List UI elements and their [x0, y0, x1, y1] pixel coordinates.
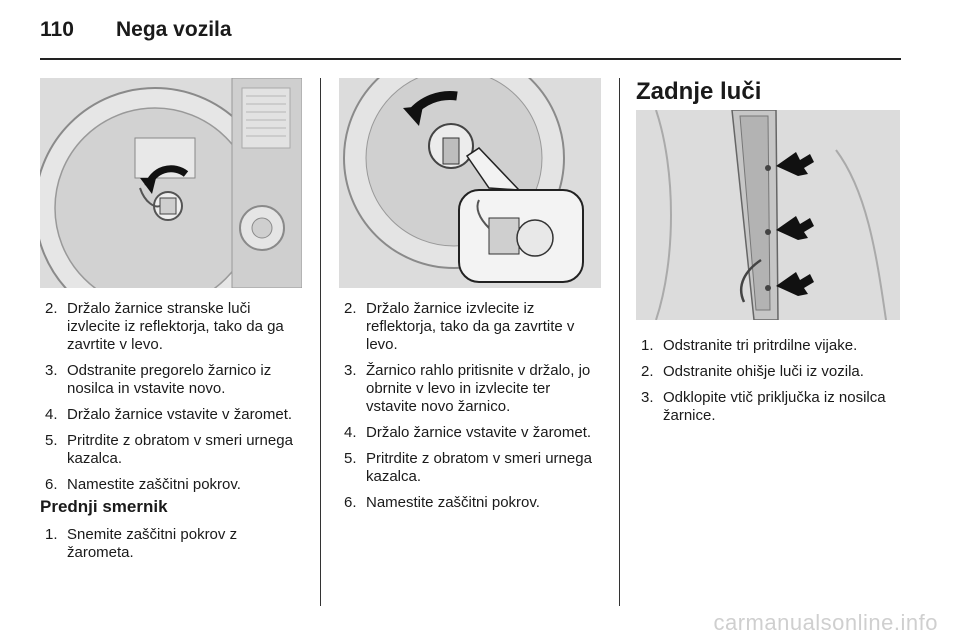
header-rule — [40, 58, 901, 60]
list-item: 2. Držalo žarnice izvlecite iz reflektorja, tako da ga zavrtite v levo. — [344, 300, 575, 353]
rear-light-illustration — [636, 110, 900, 320]
list-item: 6. Namestite zaščitni pokrov. — [344, 494, 540, 511]
list-item: 2. Držalo žarnice stranske luči izvlecite iz reflektorja, tako da ga zavrtite v levo. — [45, 300, 284, 353]
column-divider-2 — [619, 78, 620, 606]
list-item: 6. Namestite zaščitni pokrov. — [45, 476, 241, 493]
page-number: 110 — [40, 18, 74, 41]
list-item: 1. Odstranite tri pritrdilne vijake. — [641, 337, 858, 354]
column1-sub-steps — [40, 526, 250, 570]
list-item: 1. Snemite zaščitni pokrov z žarometa. — [45, 526, 238, 561]
list-item: 4. Držalo žarnice vstavite v žaromet. — [45, 406, 293, 423]
subheading-front-indicator: Prednji smernik — [40, 497, 168, 516]
watermark: carmanualsonline.info — [713, 610, 938, 635]
figure-side-light-bulb — [40, 78, 302, 288]
bulb-holder-illustration — [339, 78, 601, 288]
list-item: 4. Držalo žarnice vstavite v žaromet. — [344, 424, 592, 441]
column2-steps — [339, 300, 604, 520]
column-divider-1 — [320, 78, 321, 606]
column1-steps — [40, 300, 305, 502]
column3-steps — [636, 337, 904, 433]
page-header — [40, 18, 232, 42]
figure-bulb-holder — [339, 78, 601, 288]
page-title: Nega vozila — [116, 18, 232, 41]
list-item: 2. Odstranite ohišje luči iz vozila. — [641, 363, 864, 380]
list-item: 5. Pritrdite z obratom v smeri urnega kazalca. — [45, 432, 293, 467]
list-item: 3. Žarnico rahlo pritisnite v držalo, jo obrnite v levo in izvlecite ter vstavite novo žarnico. — [344, 362, 591, 415]
figure-rear-light — [636, 110, 900, 320]
side-light-illustration — [40, 78, 302, 288]
section-title-rear-lights: Zadnje luči — [636, 78, 762, 105]
list-item: 3. Odklopite vtič priključka iz nosilca žarnice. — [641, 389, 886, 424]
list-item: 3. Odstranite pregorelo žarnico iz nosilca in vstavite novo. — [45, 362, 272, 397]
list-item: 5. Pritrdite z obratom v smeri urnega kazalca. — [344, 450, 592, 485]
